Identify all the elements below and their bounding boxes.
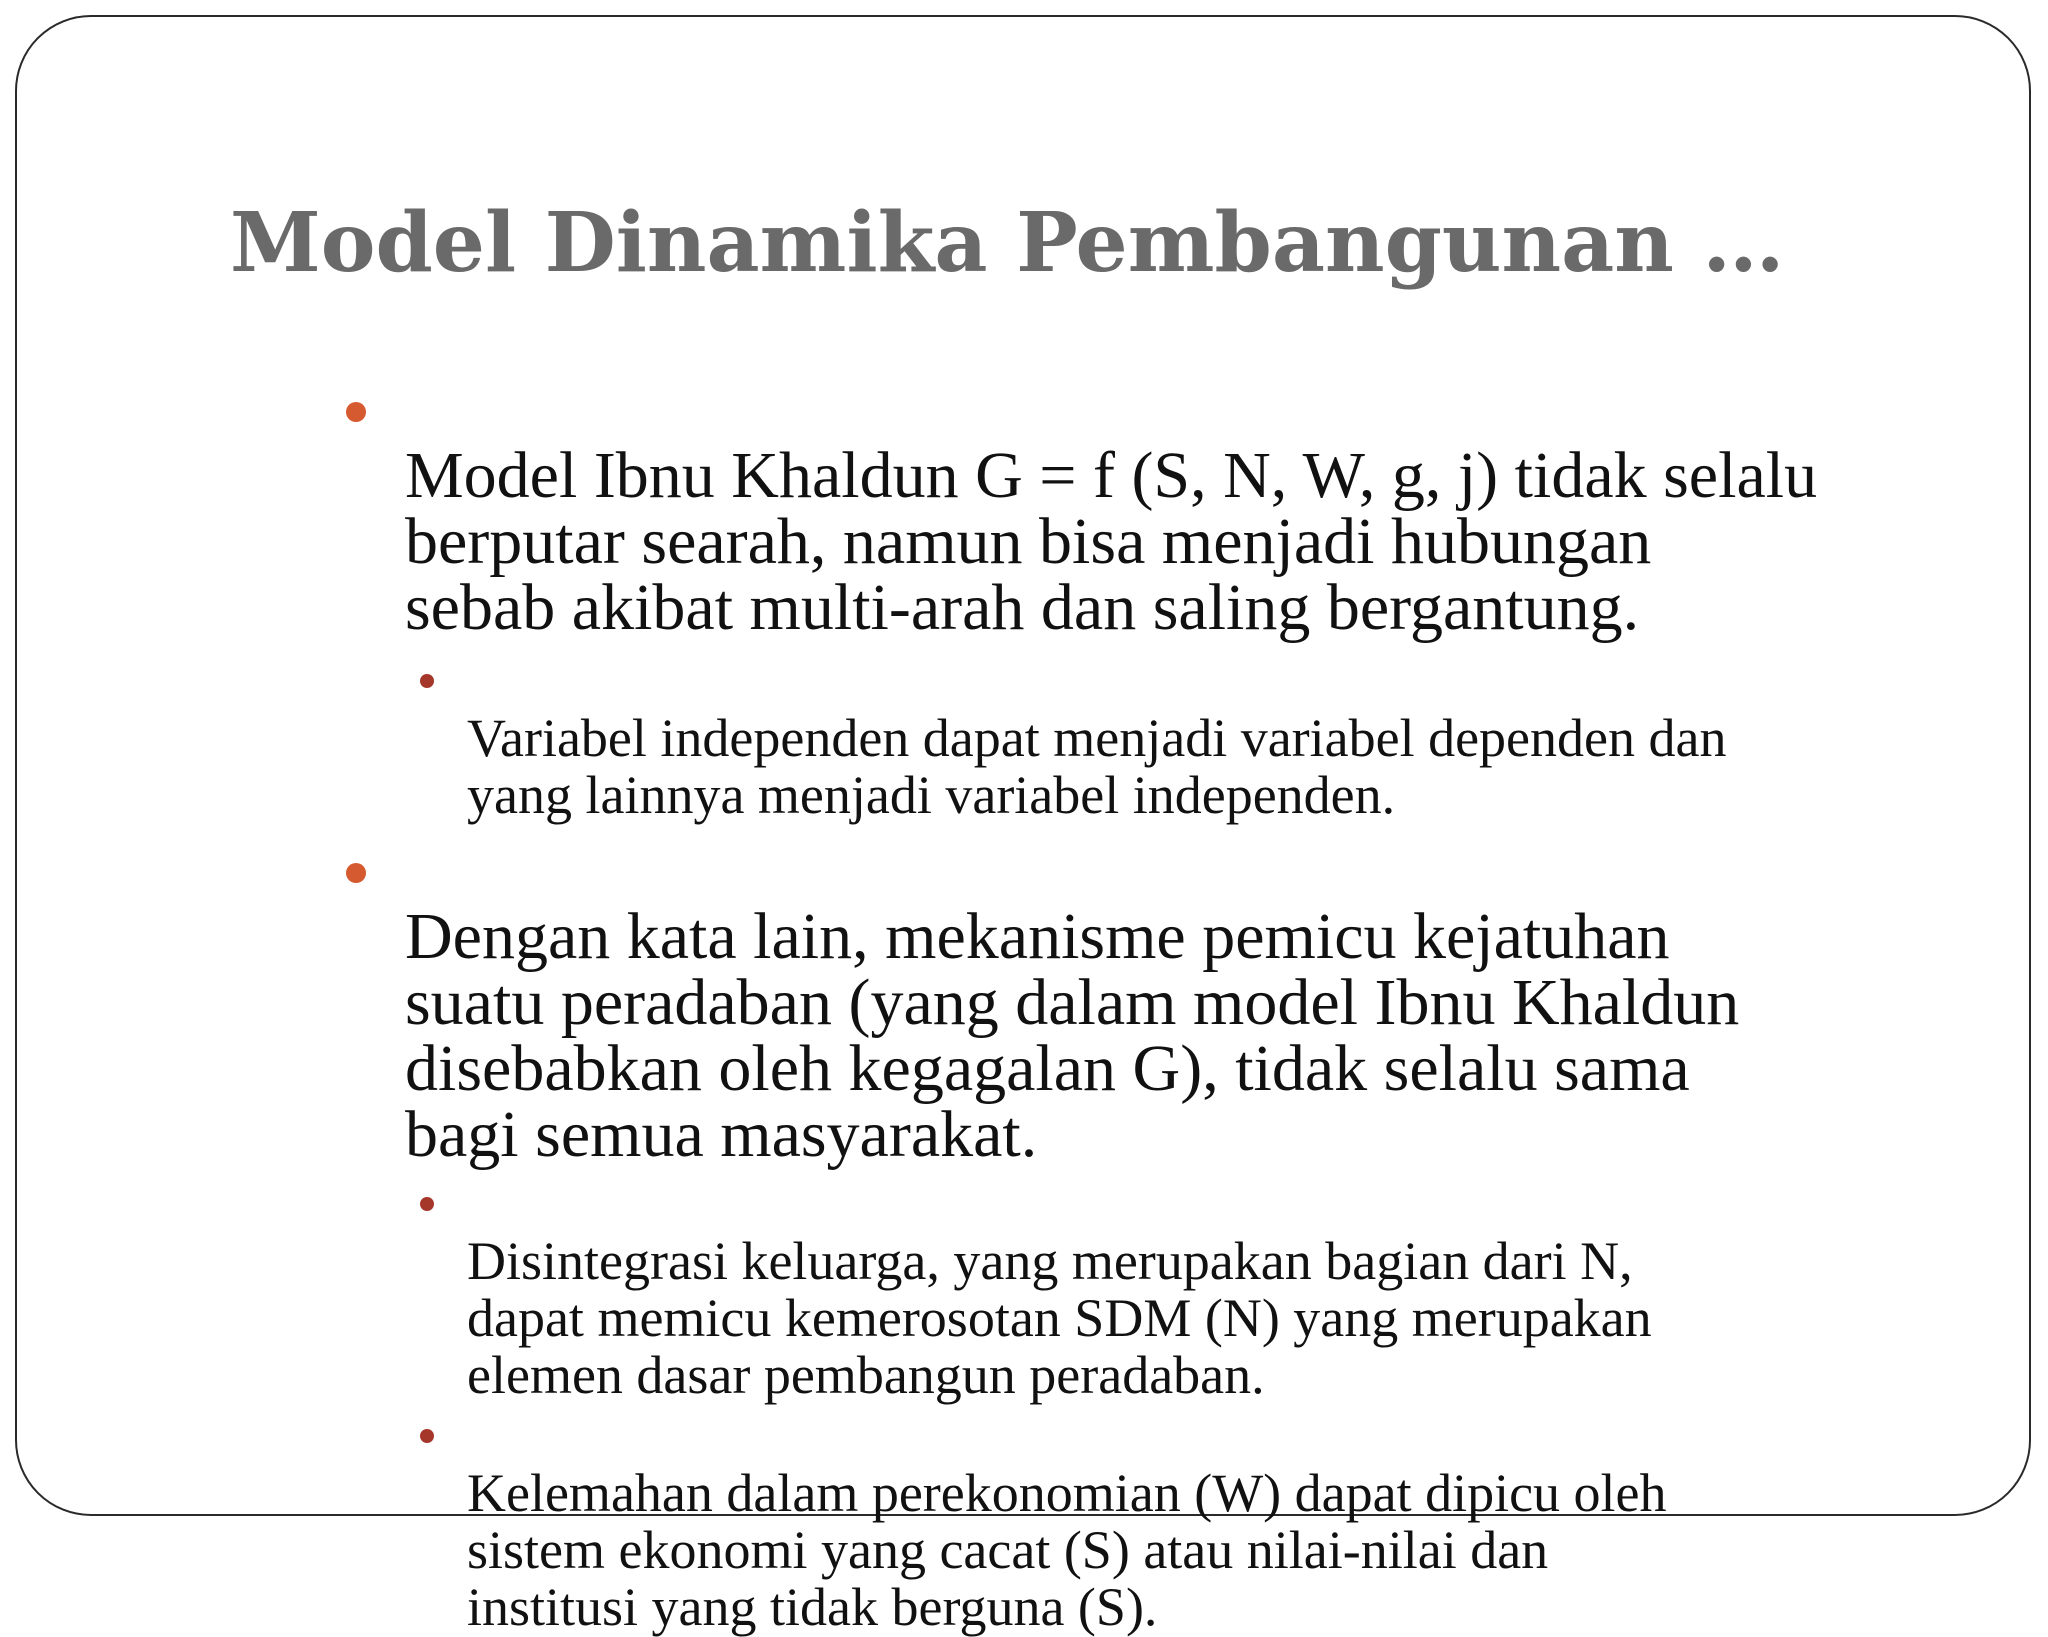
- bullet-dot-icon: [420, 674, 434, 688]
- sub-bullet-text: Disintegrasi keluarga, yang merupakan bagian dari N, dapat memicu kemerosotan SDM (N) yang merupakan elemen dasar pembangun peradaban.: [467, 1231, 1652, 1405]
- bullet-dot-icon: [346, 402, 366, 422]
- bullet-item: [330, 838, 2010, 1171]
- bullet-text: Dengan kata lain, mekanisme pemicu kejatuhan suatu peradaban (yang dalam model Ibnu Khaldun disebabkan oleh kegagalan G), tidak selalu sama bagi semua masyarakat.: [405, 900, 1740, 1171]
- bullet-dot-icon: [420, 1197, 434, 1211]
- bullet-dot-icon: [420, 1429, 434, 1443]
- slide-title: Model Dinamika Pembangunan …: [230, 195, 1785, 291]
- sub-bullet-text: Kelemahan dalam perekonomian (W) dapat dipicu oleh sistem ekonomi yang cacat (S) atau nilai-nilai dan institusi yang tidak berguna (S).: [467, 1463, 1667, 1637]
- sub-bullet-item: [330, 1408, 2010, 1636]
- sub-bullet-item: [330, 653, 2010, 824]
- sub-bullet-text: Variabel independen dapat menjadi variabel dependen dan yang lainnya menjadi variabel independen.: [467, 708, 1727, 825]
- bullet-dot-icon: [346, 863, 366, 883]
- slide-content: [330, 377, 2010, 1636]
- bullet-item: [330, 377, 2010, 644]
- sub-bullet-item: [330, 1176, 2010, 1404]
- bullet-text: Model Ibnu Khaldun G = f (S, N, W, g, j) tidak selalu berputar searah, namun bisa menjadi hubungan sebab akibat multi-arah dan saling bergantung.: [405, 439, 1818, 644]
- slide: [15, 15, 2031, 1637]
